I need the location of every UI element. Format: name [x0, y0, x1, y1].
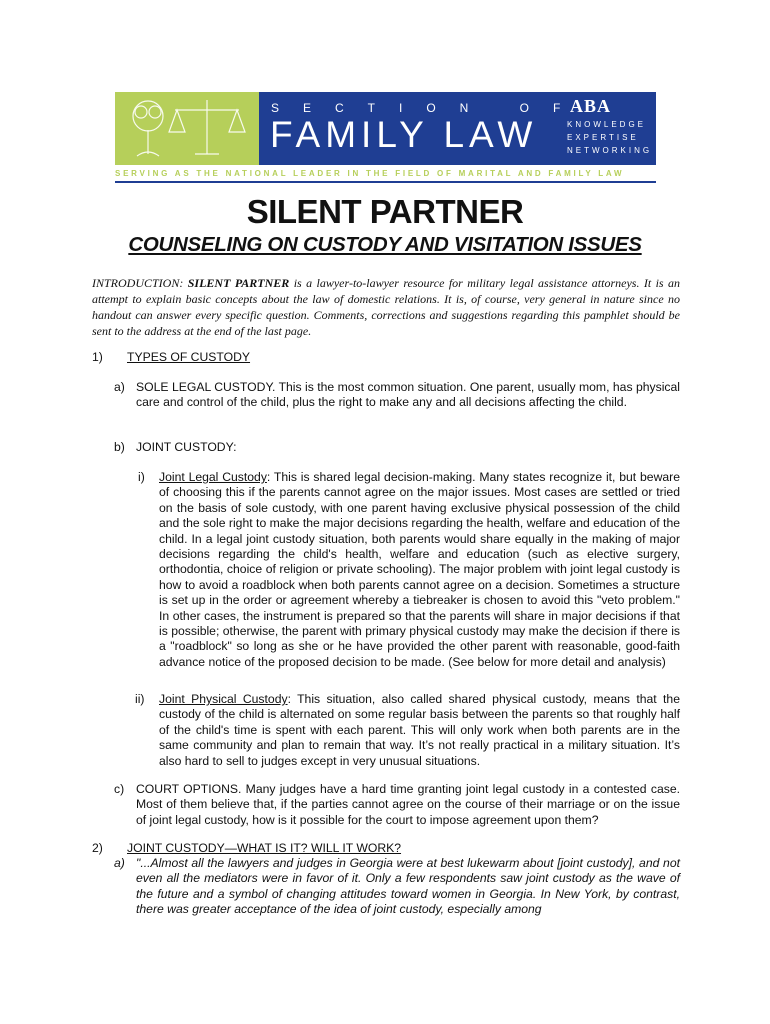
- banner-pillars: [567, 118, 652, 157]
- banner-title: FAMILY LAW: [270, 114, 538, 155]
- joint-legal-custody-paragraph: [159, 470, 680, 670]
- tree-and-scales-icon: [115, 92, 259, 165]
- intro-rest: is a lawyer-to-lawyer resource for military legal assistance attorneys. It is an attempt to explain basic concepts about the law of domestic relations. It is, of course, very general in nature since no handout can answer every specific question. Comments, corrections and suggestions regarding this pamphlet should be sent to the address at the end of the last page.: [92, 276, 681, 338]
- aba-logo: ABA: [570, 96, 612, 116]
- intro-bold: SILENT PARTNER: [187, 276, 290, 290]
- banner-title-panel: [259, 92, 656, 165]
- joint-physical-custody-text: : This situation, also called shared physical custody, means that the custody of the child is alternated on some regular basis between the parents so that roughly half of the child's time is spent with each parent. This will only work when both parents are in the same community and plan to remain that way. It’s not really practical in a military situation. It’s also hard to sell to judges except in very unusual situations.: [159, 692, 680, 768]
- banner-tagline: SERVING AS THE NATIONAL LEADER IN THE FIELD OF MARITAL AND FAMILY LAW: [115, 169, 625, 178]
- joint-physical-custody-heading: Joint Physical Custody: [159, 692, 288, 706]
- joint-legal-custody-text: : This is shared legal decision-making. Many states recognize it, but beware of choosing this if the parents cannot agree on the major issues. Most cases are settled or tried on the basis of sole custody, with one parent having exclusive physical possession of the child and the sole right to make the major decisions regarding the health, welfare and education of the child. In a legal joint custody situation, both parents would share equally in the making of major decisions regarding the child's health, welfare and education (such as elective surgery, orthodontia, choice of religion or private schooling). The major problem with joint legal custody is how to avoid a roadblock when both parents cannot agree on a decision. Sometimes a structure is set up in the order or agreement whereby a tiebreaker is chosen to avoid this "veto problem." In other cases, the instrument is prepared so that the parents will share in major decisions if that is possible; otherwise, the parent with primary physical custody may make the decision if there is a "roadblock" so long as she or he have provided the other parent with reasonable, good-faith advance notice of the proposed decision to be made. (See below for more detail and analysis): [159, 470, 680, 669]
- section-2-heading: JOINT CUSTODY—WHAT IS IT? WILL IT WORK?: [127, 841, 402, 855]
- pillar-knowledge: KNOWLEDGE: [567, 120, 647, 129]
- joint-legal-custody-heading: Joint Legal Custody: [159, 470, 267, 484]
- document-subtitle: COUNSELING ON CUSTODY AND VISITATION ISSUES: [128, 233, 642, 256]
- item-a-text: SOLE LEGAL CUSTODY. This is the most common situation. One parent, usually mom, has physical care and control of the child, plus the right to make any and all decisions affecting the child.: [136, 380, 680, 410]
- section-1-heading: TYPES OF CUSTODY: [127, 350, 251, 364]
- introduction-paragraph: [92, 275, 680, 339]
- section-1-number: 1): [92, 350, 103, 364]
- section-2-number: 2): [92, 841, 103, 855]
- item-b-ii-label: ii): [135, 692, 145, 706]
- item-b-label: b): [114, 440, 125, 454]
- item-a-label: a): [114, 380, 125, 394]
- joint-physical-custody-paragraph: [159, 692, 680, 769]
- banner-emblem-panel: [115, 92, 259, 165]
- item-c-text: COURT OPTIONS. Many judges have a hard time granting joint legal custody in a contested case. Most of them believe that, if the parties cannot agree on the course of their marriage or on the issue of joint legal custody, how is it possible for the court to impose agreement upon them?: [136, 782, 680, 827]
- section-banner: [115, 92, 656, 185]
- item-b-i-label: i): [138, 470, 145, 484]
- item-b-text: JOINT CUSTODY:: [136, 440, 237, 454]
- banner-section-label: SECTION OF: [271, 101, 585, 115]
- intro-lead: INTRODUCTION:: [92, 276, 188, 290]
- item-2a-quote: "...Almost all the lawyers and judges in Georgia were at best lukewarm about [joint custody], and not even all the mediators were in favor of it. Only a few respondents saw joint custody as the wave of the future and a symbol of changing attitudes toward women in Georgia. In New York, by contrast, there was greater acceptance of the idea of joint custody, especially among: [136, 856, 680, 917]
- pillar-networking: NETWORKING: [567, 146, 653, 155]
- item-c-label: c): [114, 782, 125, 796]
- banner-divider: [115, 181, 656, 183]
- pillar-expertise: EXPERTISE: [567, 133, 639, 142]
- document-title: SILENT PARTNER: [246, 193, 524, 230]
- item-2a-label: a): [114, 856, 125, 870]
